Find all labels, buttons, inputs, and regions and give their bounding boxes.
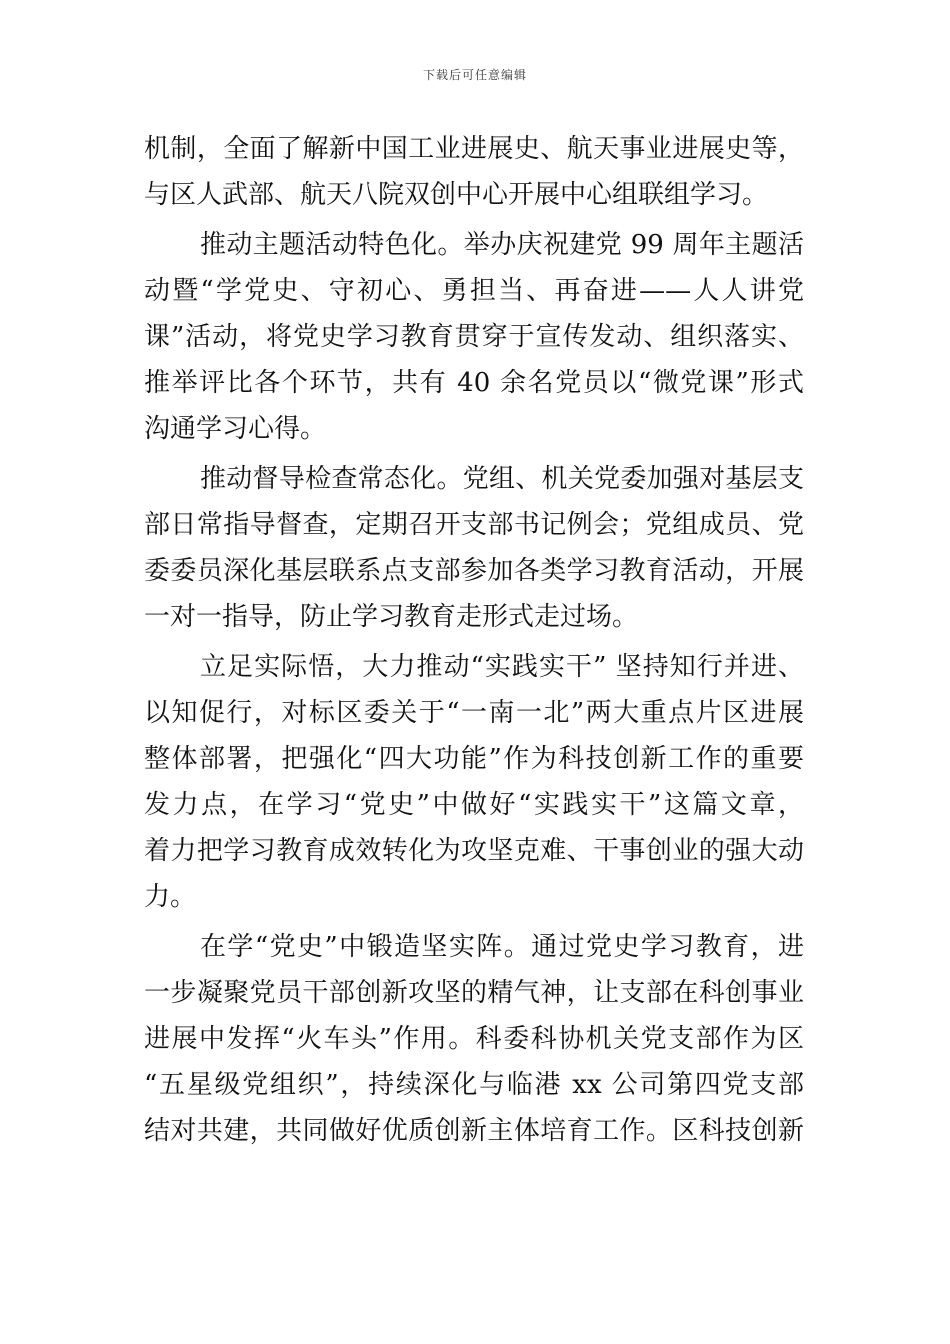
text-line: 发力点，在学习“党史”中做好“实践实干”这篇文章， xyxy=(144,790,804,820)
text-line: 立足实际悟，大力推动“实践实干” 坚持知行并进、 xyxy=(200,652,804,682)
text-line: 与区人武部、航天八院双创中心开展中心组联组学习。 xyxy=(144,180,769,210)
text-line: “五星级党组织”，持续深化与临港 xx 公司第四党支部 xyxy=(144,1070,804,1100)
text-line: 课”活动，将党史学习教育贯穿于宣传发动、组织落实、 xyxy=(144,322,804,352)
text-line: 推动督导检查常态化。党组、机关党委加强对基层支 xyxy=(200,464,804,494)
document-body xyxy=(144,126,804,1154)
text-line: 推举评比各个环节，共有 40 余名党员以“微党课”形式 xyxy=(144,368,804,398)
text-line: 推动主题活动特色化。举办庆祝建党 99 周年主题活 xyxy=(200,230,804,260)
paragraph xyxy=(144,126,804,218)
text-line: 部日常指导督查，定期召开支部书记例会；党组成员、党 xyxy=(144,510,804,540)
text-line: 整体部署，把强化“四大功能”作为科技创新工作的重要 xyxy=(144,744,804,774)
text-line: 进展中发挥“火车头”作用。科委科协机关党支部作为区 xyxy=(144,1024,804,1054)
text-line: 着力把学习教育成效转化为攻坚克难、干事创业的强大动 xyxy=(144,836,804,866)
text-line: 一对一指导，防止学习教育走形式走过场。 xyxy=(144,602,639,632)
paragraph xyxy=(144,644,804,920)
text-line: 力。 xyxy=(144,882,197,912)
text-line: 以知促行，对标区委关于“一南一北”两大重点片区进展 xyxy=(144,698,804,728)
paragraph xyxy=(144,924,804,1154)
paragraph xyxy=(144,456,804,640)
text-line: 动暨“学党史、守初心、勇担当、再奋进——人人讲党 xyxy=(144,276,804,306)
text-line: 沟通学习心得。 xyxy=(144,414,327,444)
text-line: 机制，全面了解新中国工业进展史、航天事业进展史等， xyxy=(144,134,804,164)
text-line: 一步凝聚党员干部创新攻坚的精气神，让支部在科创事业 xyxy=(144,978,804,1008)
text-line: 在学“党史”中锻造坚实阵。通过党史学习教育，进 xyxy=(200,932,804,962)
text-line: 委委员深化基层联系点支部参加各类学习教育活动，开展 xyxy=(144,556,804,586)
paragraph xyxy=(144,222,804,452)
page-header: 下载后可任意编辑 xyxy=(422,68,527,82)
text-line: 结对共建，共同做好优质创新主体培育工作。区科技创新 xyxy=(144,1116,804,1146)
